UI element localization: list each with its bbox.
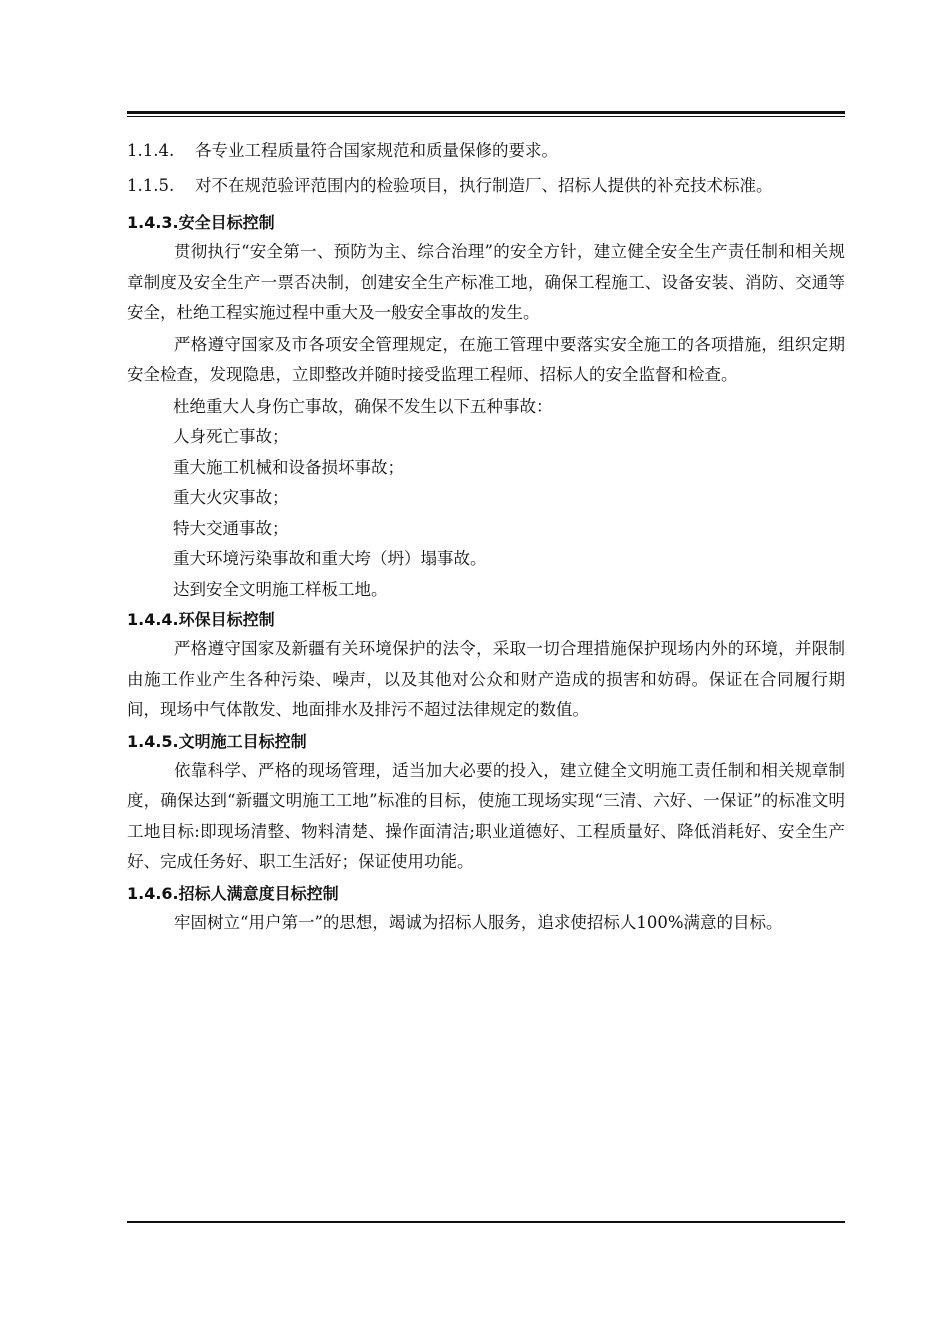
section-heading: 1.4.6.招标人满意度目标控制 [127,883,339,903]
list-item: 重大环境污染事故和重大垮（坍）塌事故。 [173,549,487,568]
list-item: 人身死亡事故； [173,427,289,446]
paragraph: 牢固树立“用户第一”的思想，竭诚为招标人服务，追求使招标人100%满意的目标。 [174,912,783,932]
footer-rule [127,1221,845,1223]
header-rule-thin [127,116,845,117]
paragraph: 严格遵守国家及市各项安全管理规定，在施工管理中要落实安全施工的各项措施，组织定期安全检查，发现隐患，立即整改并随时接受监理工程师、招标人的安全监督和检查。 [127,334,845,384]
list-item: 杜绝重大人身伤亡事故，确保不发生以下五种事故： [173,396,553,416]
section-heading: 1.4.5.文明施工目标控制 [127,731,307,751]
list-item: 重大火灾事故； [173,488,289,507]
section-heading: 1.4.4.环保目标控制 [127,610,275,629]
item-text: 对不在规范验评范围内的检验项目，执行制造厂、招标人提供的补充技术标准。 [195,176,773,195]
item-text: 各专业工程质量符合国家规范和质量保修的要求。 [195,141,558,160]
section-heading: 1.4.3.安全目标控制 [127,213,275,232]
list-item: 重大施工机械和设备损坏事故； [173,457,404,477]
document-body [127,138,845,939]
item-number: 1.1.5. [127,176,175,195]
list-item: 特大交通事故； [173,518,289,538]
numbered-item [127,173,845,205]
item-number: 1.1.4. [127,141,175,160]
paragraph: 严格遵守国家及新疆有关环境保护的法令，采取一切合理措施保护现场内外的环境，并限制由施工作业产生各种污染、噪声，以及其他对公众和财产造成的损害和妨碍。保证在合同履行期间，现场中气体散发、地面排水及排污不超过法律规定的数值。 [127,639,845,719]
list-item: 达到安全文明施工样板工地。 [173,579,388,599]
header-rule-thick [127,111,845,114]
paragraph: 贯彻执行“安全第一、预防为主、综合治理”的安全方针，建立健全安全生产责任制和相关规章制度及安全生产一票否决制，创建安全生产标准工地，确保工程施工、设备安装、消防、交通等安全，杜绝工程实施过程中重大及一般安全事故的发生。 [127,242,845,322]
paragraph: 依靠科学、严格的现场管理，适当加大必要的投入，建立健全文明施工责任制和相关规章制度，确保达到“新疆文明施工工地”标准的目标，使施工现场实现“三清、六好、一保证”的标准文明工地目标:即现场清整、物料清楚、操作面清洁;职业道德好、工程质量好、降低消耗好、安全生产好、完成任务好、职工生活好；保证使用功能。 [127,760,845,871]
numbered-item [127,138,845,170]
